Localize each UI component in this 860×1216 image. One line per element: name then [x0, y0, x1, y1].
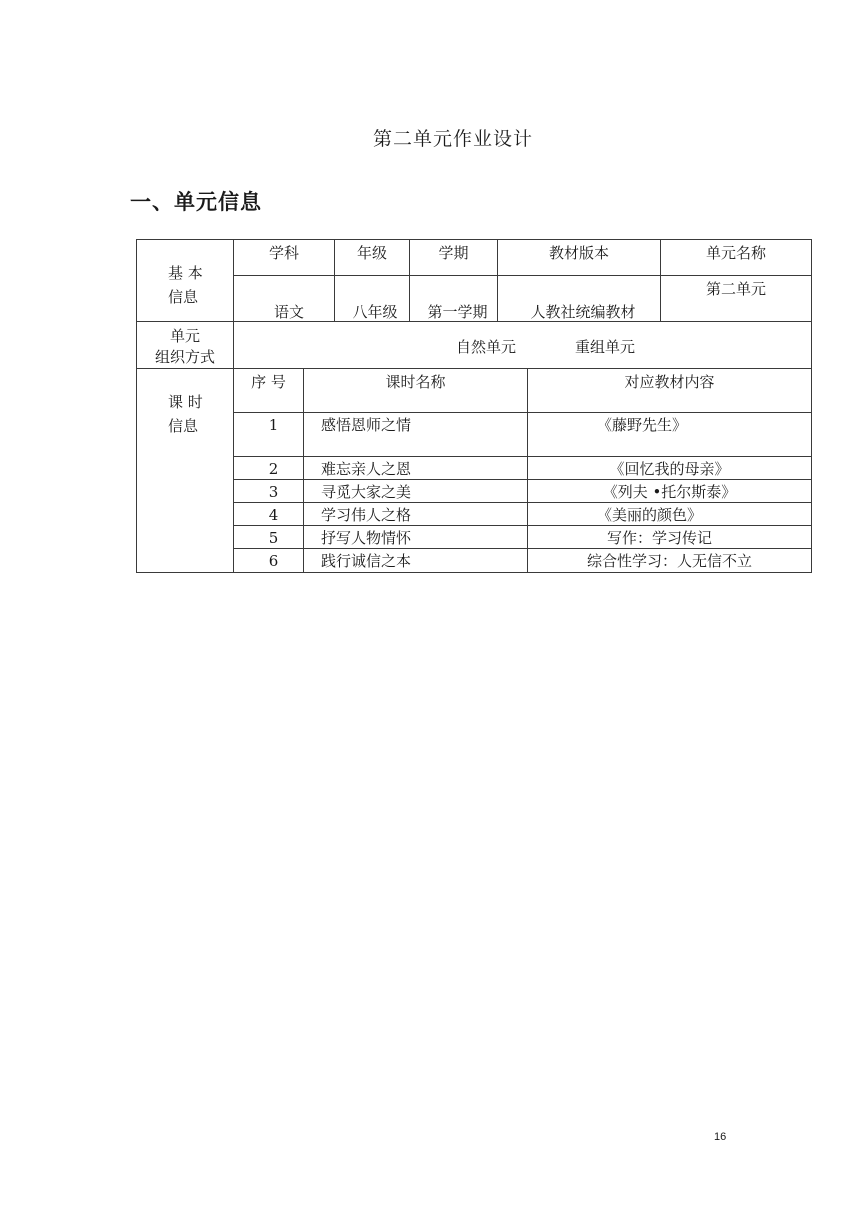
value-edition: 人教社统编教材 [530, 303, 636, 321]
organization-option-regrouped: 重组单元 [575, 338, 636, 356]
lesson-content: 写作：学习传记 [606, 529, 712, 547]
value-subject: 语文 [273, 303, 304, 321]
lesson-name: 践行诚信之本 [321, 552, 412, 570]
lesson-content: 综合性学习：人无信不立 [586, 552, 752, 570]
header-number: 序 号 [251, 373, 286, 391]
header-unit-name: 单元名称 [705, 244, 766, 262]
lessons-label: 课 时 [168, 393, 203, 411]
lessons-row-rule [233, 456, 812, 457]
lesson-name: 感悟恩师之情 [321, 416, 412, 434]
table-border-left [136, 239, 137, 573]
lessons-row-rule [233, 548, 812, 549]
lesson-content: 《回忆我的母亲》 [609, 460, 730, 478]
organization-label: 组织方式 [155, 348, 216, 366]
lesson-name: 难忘亲人之恩 [321, 460, 412, 478]
lesson-content: 《藤野先生》 [596, 416, 687, 434]
header-grade: 年级 [356, 244, 387, 262]
table-border-bottom [136, 572, 812, 573]
basic-info-label: 信息 [168, 288, 199, 306]
lesson-number: 1 [268, 416, 279, 434]
header-textbook-content: 对应教材内容 [624, 373, 715, 391]
header-lesson-name: 课时名称 [385, 373, 446, 391]
lesson-number: 5 [268, 529, 279, 547]
lesson-number: 2 [268, 460, 279, 478]
basic-info-header-rule [233, 275, 812, 276]
header-edition: 教材版本 [548, 244, 609, 262]
lessons-row-rule [233, 479, 812, 480]
organization-bottom-rule [136, 368, 812, 369]
lesson-number: 3 [268, 483, 279, 501]
lesson-content: 《美丽的颜色》 [596, 506, 702, 524]
lesson-number: 6 [268, 552, 279, 570]
document-title: 第二单元作业设计 [372, 128, 533, 150]
lesson-content: 《列夫 •托尔斯泰》 [602, 483, 737, 501]
value-grade: 八年级 [352, 303, 398, 321]
header-subject: 学科 [268, 244, 299, 262]
section-heading: 一、单元信息 [130, 190, 262, 214]
lessons-row-rule [233, 412, 812, 413]
lessons-row-rule [233, 502, 812, 503]
header-term: 学期 [438, 244, 469, 262]
table-border-right [811, 239, 812, 573]
lesson-number: 4 [268, 506, 279, 524]
lesson-name: 学习伟人之格 [321, 506, 412, 524]
value-unit-name: 第二单元 [705, 280, 766, 298]
organization-label: 单元 [170, 327, 201, 345]
lessons-row-rule [233, 525, 812, 526]
lessons-label: 信息 [168, 417, 199, 435]
organization-option-natural: 自然单元 [456, 338, 517, 356]
lesson-name: 寻觅大家之美 [321, 483, 412, 501]
lesson-name: 抒写人物情怀 [321, 529, 412, 547]
value-term: 第一学期 [427, 303, 488, 321]
page-number: 16 [714, 1131, 727, 1143]
table-border-top [136, 239, 812, 240]
basic-info-label: 基 本 [168, 264, 203, 282]
